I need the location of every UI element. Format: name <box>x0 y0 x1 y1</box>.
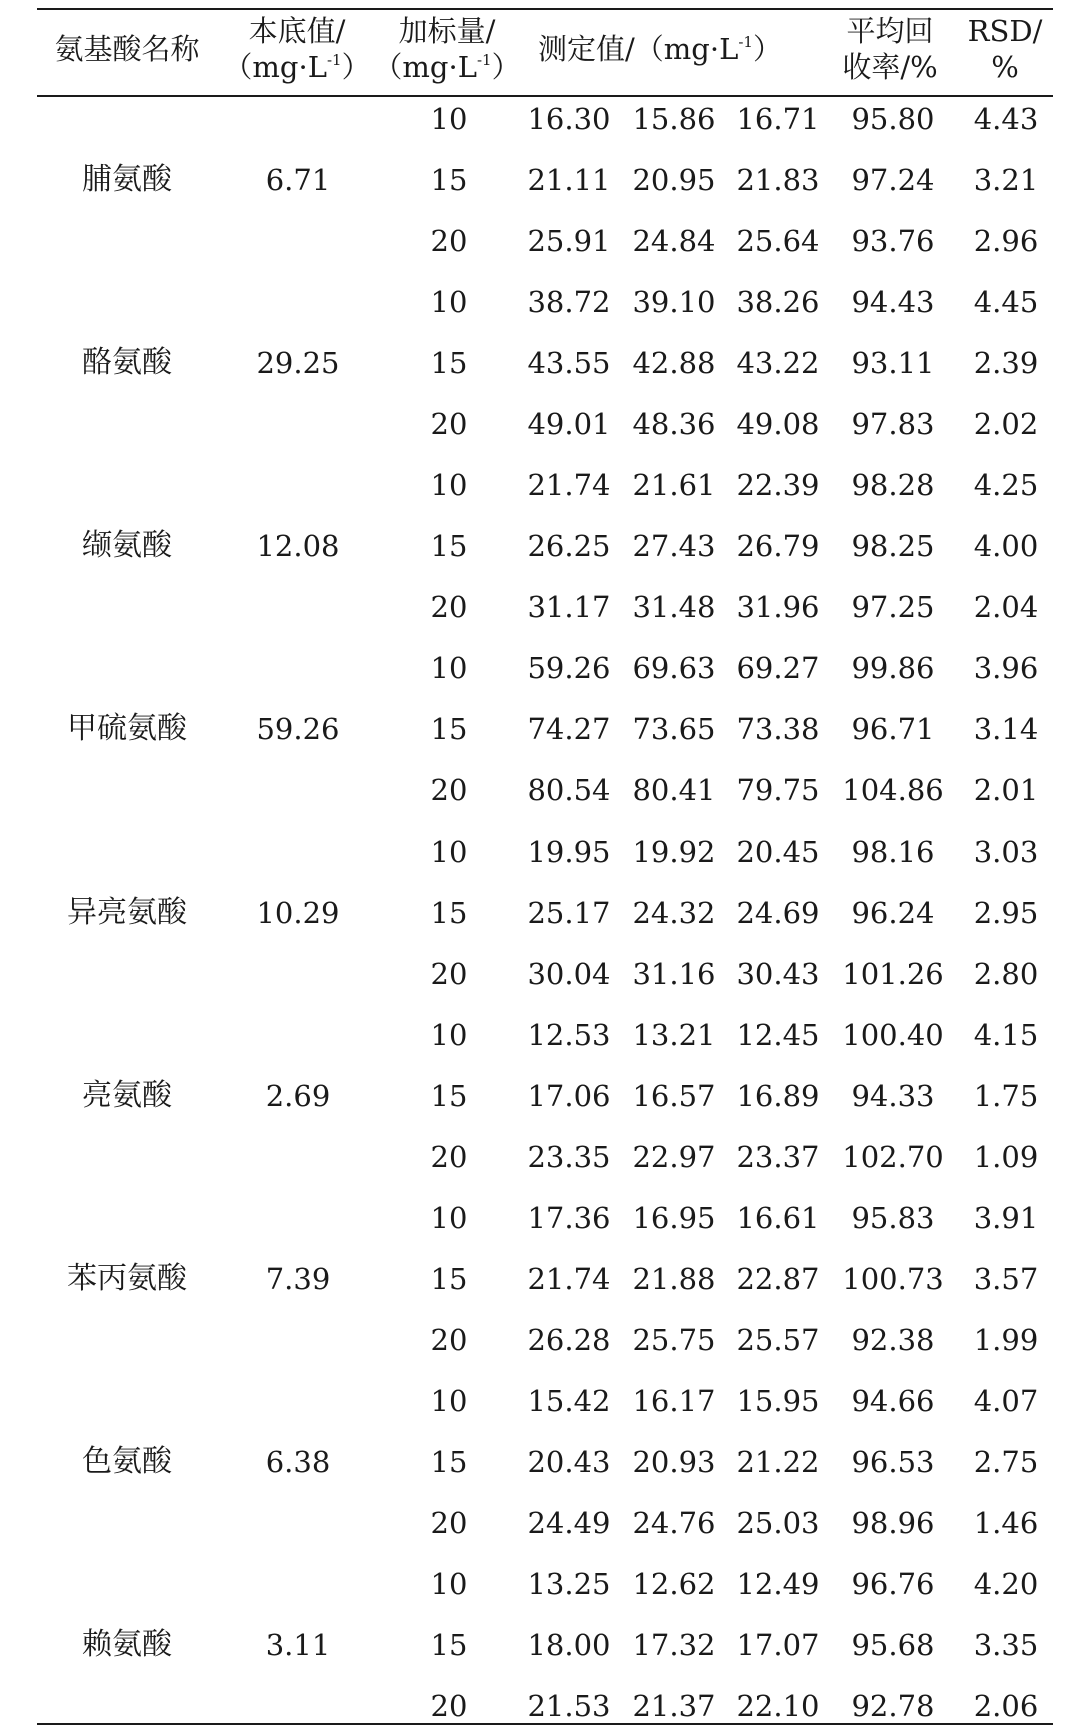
measured-2-cell: 24.84 <box>632 224 716 259</box>
rsd-cell: 2.95 <box>973 895 1039 930</box>
recovery-cell: 94.33 <box>851 1078 935 1113</box>
measured-2-cell: 73.65 <box>632 712 716 747</box>
measured-2-cell: 25.75 <box>632 1322 716 1357</box>
recovery-cell: 97.25 <box>851 590 935 625</box>
measured-3-cell: 22.10 <box>736 1689 820 1724</box>
base-value-cell: 6.38 <box>265 1444 331 1479</box>
measured-3-cell: 16.61 <box>736 1200 820 1235</box>
measured-3-cell: 38.26 <box>736 285 820 320</box>
rsd-cell: 4.45 <box>973 285 1039 320</box>
measured-2-cell: 16.95 <box>632 1200 716 1235</box>
measured-3-cell: 26.79 <box>736 529 820 564</box>
rsd-cell: 4.07 <box>973 1383 1039 1418</box>
measured-2-cell: 21.61 <box>632 468 716 503</box>
rsd-cell: 2.80 <box>973 956 1039 991</box>
measured-1-cell: 12.53 <box>527 1017 611 1052</box>
measured-2-cell: 42.88 <box>632 346 716 381</box>
recovery-cell: 100.73 <box>842 1261 944 1296</box>
spike-cell: 20 <box>430 1322 468 1357</box>
rsd-cell: 1.75 <box>973 1078 1039 1113</box>
spike-cell: 10 <box>430 285 468 320</box>
recovery-cell: 96.53 <box>851 1444 935 1479</box>
measured-2-cell: 20.95 <box>632 163 716 198</box>
measured-1-cell: 21.74 <box>527 468 611 503</box>
measured-1-cell: 59.26 <box>527 651 611 686</box>
recovery-cell: 95.68 <box>851 1628 935 1663</box>
measured-3-cell: 21.22 <box>736 1444 820 1479</box>
rsd-cell: 2.01 <box>973 773 1039 808</box>
base-value-cell: 2.69 <box>265 1078 331 1113</box>
recovery-cell: 96.71 <box>851 712 935 747</box>
spike-cell: 10 <box>430 468 468 503</box>
measured-2-cell: 22.97 <box>632 1139 716 1174</box>
measured-2-cell: 69.63 <box>632 651 716 686</box>
measured-2-cell: 21.88 <box>632 1261 716 1296</box>
recovery-cell: 98.16 <box>851 834 935 869</box>
measured-1-cell: 13.25 <box>527 1567 611 1602</box>
rsd-cell: 2.06 <box>973 1689 1039 1724</box>
measured-3-cell: 30.43 <box>736 956 820 991</box>
measured-1-cell: 15.42 <box>527 1383 611 1418</box>
rsd-cell: 4.00 <box>973 529 1039 564</box>
base-value-cell: 29.25 <box>256 346 340 381</box>
base-value-cell: 6.71 <box>265 163 331 198</box>
rsd-cell: 3.57 <box>973 1261 1039 1296</box>
rsd-cell: 1.99 <box>973 1322 1039 1357</box>
measured-3-cell: 22.87 <box>736 1261 820 1296</box>
recovery-cell: 97.83 <box>851 407 935 442</box>
rsd-cell: 3.91 <box>973 1200 1039 1235</box>
measured-2-cell: 15.86 <box>632 102 716 136</box>
measured-2-cell: 19.92 <box>632 834 716 869</box>
measured-3-cell: 21.83 <box>736 163 820 198</box>
spike-cell: 10 <box>430 1200 468 1235</box>
header-average-recovery-line1: 平均回 <box>846 14 934 48</box>
spike-cell: 20 <box>430 407 468 442</box>
rsd-cell: 3.03 <box>973 834 1039 869</box>
rsd-cell: 4.15 <box>973 1017 1039 1052</box>
measured-3-cell: 69.27 <box>736 651 820 686</box>
header-rsd-line2: % <box>991 50 1019 84</box>
spike-cell: 15 <box>430 346 468 381</box>
rsd-cell: 2.04 <box>973 590 1039 625</box>
measured-1-cell: 26.28 <box>527 1322 611 1357</box>
base-value-cell: 12.08 <box>256 529 340 564</box>
spike-cell: 20 <box>430 1689 468 1724</box>
recovery-cell: 97.24 <box>851 163 935 198</box>
rsd-cell: 3.14 <box>973 712 1039 747</box>
header-rsd-line1: RSD/ <box>967 14 1043 48</box>
spike-cell: 15 <box>430 1628 468 1663</box>
spike-cell: 10 <box>430 1567 468 1602</box>
measured-1-cell: 18.00 <box>527 1628 611 1663</box>
spike-cell: 20 <box>430 224 468 259</box>
measured-2-cell: 17.32 <box>632 1628 716 1663</box>
header-average-recovery <box>820 13 960 85</box>
spike-cell: 20 <box>430 1139 468 1174</box>
spike-cell: 15 <box>430 895 468 930</box>
rsd-cell: 4.25 <box>973 468 1039 503</box>
measured-2-cell: 80.41 <box>632 773 716 808</box>
measured-2-cell: 20.93 <box>632 1444 716 1479</box>
measured-3-cell: 31.96 <box>736 590 820 625</box>
recovery-cell: 94.43 <box>851 285 935 320</box>
measured-1-cell: 80.54 <box>527 773 611 808</box>
measured-2-cell: 21.37 <box>632 1689 716 1724</box>
spike-cell: 20 <box>430 1505 468 1540</box>
amino-acid-name: 脯氨酸 <box>82 162 172 198</box>
spike-cell: 15 <box>430 1261 468 1296</box>
measured-1-cell: 74.27 <box>527 712 611 747</box>
header-base-value-line2: $(mg\cdot L^{-1})$ <box>223 50 371 84</box>
measured-1-cell: 23.35 <box>527 1139 611 1174</box>
rsd-cell: 3.21 <box>973 163 1039 198</box>
measured-3-cell: 24.69 <box>736 895 820 930</box>
measured-1-cell: 21.11 <box>527 163 611 198</box>
measured-1-cell: 17.06 <box>527 1078 611 1113</box>
recovery-cell: 96.76 <box>851 1567 935 1602</box>
measured-3-cell: 16.71 <box>736 102 820 136</box>
measured-3-cell: 43.22 <box>736 346 820 381</box>
measured-1-cell: 21.74 <box>527 1261 611 1296</box>
measured-3-cell: 23.37 <box>736 1139 820 1174</box>
measured-2-cell: 48.36 <box>632 407 716 442</box>
measured-1-cell: 24.49 <box>527 1505 611 1540</box>
measured-1-cell: 17.36 <box>527 1200 611 1235</box>
measured-2-cell: 24.32 <box>632 895 716 930</box>
table-bottom-rule <box>37 1723 1053 1725</box>
measured-3-cell: 79.75 <box>736 773 820 808</box>
measured-3-cell: 12.49 <box>736 1567 820 1602</box>
amino-acid-name: 赖氨酸 <box>82 1627 172 1663</box>
amino-acid-name: 亮氨酸 <box>82 1077 172 1113</box>
spike-cell: 15 <box>430 1078 468 1113</box>
measured-2-cell: 16.17 <box>632 1383 716 1418</box>
measured-2-cell: 12.62 <box>632 1567 716 1602</box>
base-value-cell: 59.26 <box>256 712 340 747</box>
recovery-cell: 98.96 <box>851 1505 935 1540</box>
measured-3-cell: 12.45 <box>736 1017 820 1052</box>
amino-acid-name: 酪氨酸 <box>82 345 172 381</box>
rsd-cell: 2.96 <box>973 224 1039 259</box>
recovery-cell: 96.24 <box>851 895 935 930</box>
rsd-cell: 2.02 <box>973 407 1039 442</box>
measured-3-cell: 25.64 <box>736 224 820 259</box>
header-spike-amount-line2: $(mg\cdot L^{-1})$ <box>373 50 521 84</box>
rsd-cell: 1.46 <box>973 1505 1039 1540</box>
amino-acid-name: 色氨酸 <box>82 1443 172 1479</box>
spike-cell: 15 <box>430 1444 468 1479</box>
recovery-cell: 104.86 <box>842 773 944 808</box>
measured-1-cell: 49.01 <box>527 407 611 442</box>
measured-2-cell: 16.57 <box>632 1078 716 1113</box>
recovery-cell: 98.25 <box>851 529 935 564</box>
header-base-value <box>222 13 372 85</box>
spike-cell: 10 <box>430 102 468 136</box>
rsd-cell: 3.96 <box>973 651 1039 686</box>
spike-cell: 15 <box>430 529 468 564</box>
measured-3-cell: 49.08 <box>736 407 820 442</box>
measured-1-cell: 43.55 <box>527 346 611 381</box>
spike-cell: 10 <box>430 834 468 869</box>
measured-3-cell: 25.57 <box>736 1322 820 1357</box>
amino-acid-name: 苯丙氨酸 <box>67 1260 187 1296</box>
recovery-cell: 101.26 <box>842 956 944 991</box>
measured-2-cell: 39.10 <box>632 285 716 320</box>
recovery-cell: 92.78 <box>851 1689 935 1724</box>
spike-cell: 15 <box>430 163 468 198</box>
amino-acid-name: 甲硫氨酸 <box>67 711 187 747</box>
measured-3-cell: 73.38 <box>736 712 820 747</box>
measured-3-cell: 20.45 <box>736 834 820 869</box>
recovery-cell: 95.83 <box>851 1200 935 1235</box>
recovery-cell: 100.40 <box>842 1017 944 1052</box>
base-value-cell: 3.11 <box>265 1628 331 1663</box>
base-value-cell: 10.29 <box>256 895 340 930</box>
rsd-cell: 2.75 <box>973 1444 1039 1479</box>
measured-1-cell: 26.25 <box>527 529 611 564</box>
measured-1-cell: 25.17 <box>527 895 611 930</box>
measured-2-cell: 31.16 <box>632 956 716 991</box>
rsd-cell: 4.20 <box>973 1567 1039 1602</box>
header-measured-value: 测定值$/(mg\cdot L^{-1})$ <box>538 32 782 66</box>
spike-cell: 10 <box>430 1017 468 1052</box>
measured-2-cell: 27.43 <box>632 529 716 564</box>
amino-acid-name: 缬氨酸 <box>82 528 172 564</box>
recovery-cell: 92.38 <box>851 1322 935 1357</box>
header-base-value-line1: 本底值/ <box>248 14 346 48</box>
recovery-cell: 94.66 <box>851 1383 935 1418</box>
spike-cell: 20 <box>430 773 468 808</box>
header-average-recovery-line2: 收率/% <box>842 50 938 84</box>
rsd-cell: 3.35 <box>973 1628 1039 1663</box>
rsd-cell: 4.43 <box>973 102 1039 136</box>
measured-3-cell: 16.89 <box>736 1078 820 1113</box>
measured-2-cell: 13.21 <box>632 1017 716 1052</box>
recovery-cell: 102.70 <box>842 1139 944 1174</box>
measured-1-cell: 25.91 <box>527 224 611 259</box>
amino-acid-name: 异亮氨酸 <box>67 894 187 930</box>
recovery-cell: 93.76 <box>851 224 935 259</box>
spike-cell: 15 <box>430 712 468 747</box>
spike-cell: 10 <box>430 1383 468 1418</box>
recovery-cell: 93.11 <box>851 346 935 381</box>
measured-1-cell: 16.30 <box>527 102 611 136</box>
header-spike-amount-line1: 加标量/ <box>398 14 496 48</box>
measured-1-cell: 19.95 <box>527 834 611 869</box>
header-spike-amount <box>372 13 522 85</box>
base-value-cell: 7.39 <box>265 1261 331 1296</box>
header-rsd <box>955 13 1055 85</box>
spike-cell: 10 <box>430 651 468 686</box>
header-amino-acid-name: 氨基酸名称 <box>54 32 200 66</box>
table-top-rule <box>37 8 1053 10</box>
spike-cell: 20 <box>430 956 468 991</box>
measured-2-cell: 24.76 <box>632 1505 716 1540</box>
measured-1-cell: 30.04 <box>527 956 611 991</box>
measured-1-cell: 31.17 <box>527 590 611 625</box>
spike-cell: 20 <box>430 590 468 625</box>
measured-1-cell: 21.53 <box>527 1689 611 1724</box>
measured-3-cell: 17.07 <box>736 1628 820 1663</box>
recovery-cell: 95.80 <box>851 102 935 136</box>
recovery-cell: 99.86 <box>851 651 935 686</box>
rsd-cell: 2.39 <box>973 346 1039 381</box>
measured-1-cell: 38.72 <box>527 285 611 320</box>
table-header-rule <box>37 95 1053 97</box>
measured-1-cell: 20.43 <box>527 1444 611 1479</box>
measured-3-cell: 25.03 <box>736 1505 820 1540</box>
measured-3-cell: 22.39 <box>736 468 820 503</box>
measured-3-cell: 15.95 <box>736 1383 820 1418</box>
recovery-cell: 98.28 <box>851 468 935 503</box>
rsd-cell: 1.09 <box>973 1139 1039 1174</box>
measured-2-cell: 31.48 <box>632 590 716 625</box>
